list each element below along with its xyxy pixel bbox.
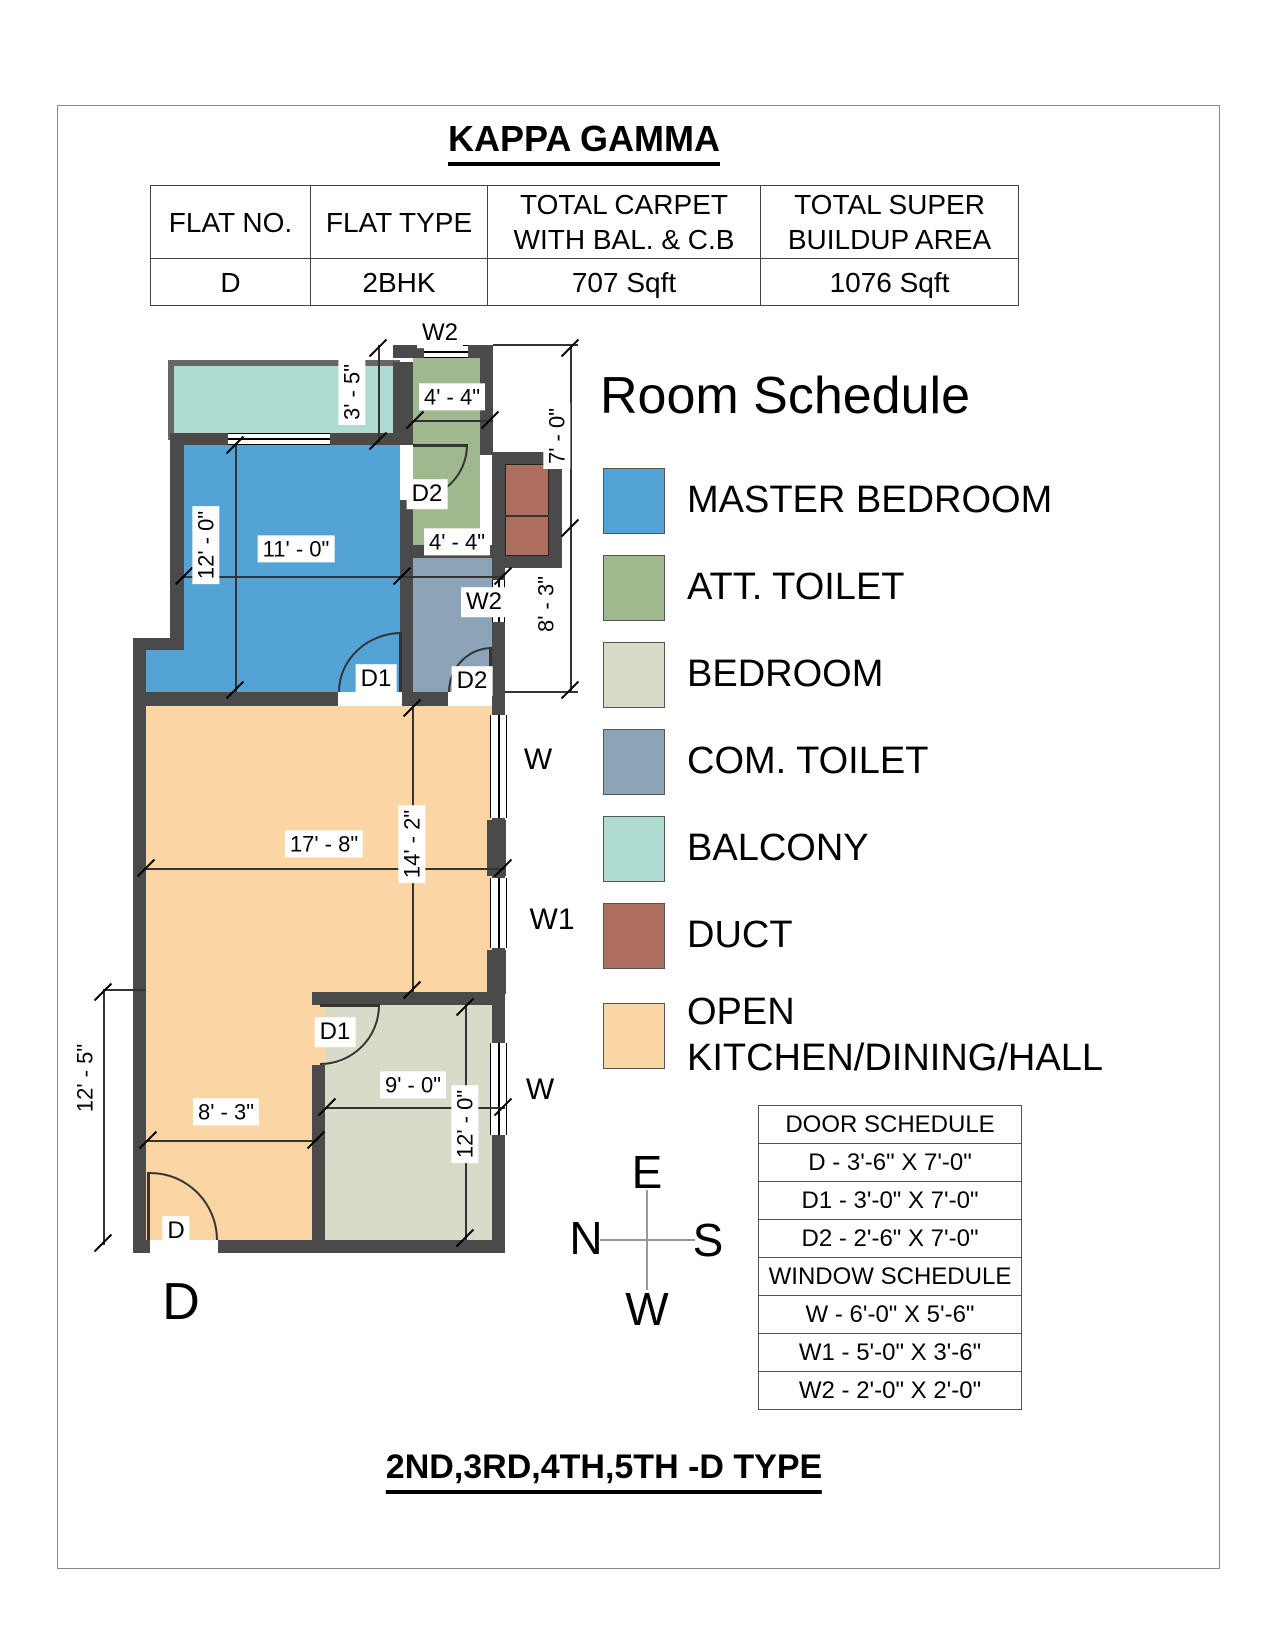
door-window-schedule-table xyxy=(758,1105,1022,1410)
compass-top-letter: E xyxy=(631,1146,663,1198)
legend-color-swatch xyxy=(603,642,665,708)
dim-hall-width: 17' - 8" xyxy=(285,830,363,857)
flat-table-header: FLAT TYPE xyxy=(311,186,488,259)
balcony-slider-window xyxy=(228,433,330,445)
dim-balcony-height: 3' - 5" xyxy=(338,359,365,425)
master-bedroom-room xyxy=(146,650,184,692)
schedule-row: W1 - 5'-0" X 3'-6" xyxy=(759,1333,1021,1371)
window-glass-line xyxy=(424,351,468,353)
legend-color-swatch xyxy=(603,729,665,795)
duct-divider-line xyxy=(505,515,549,517)
tag-door-d1-bedroom: D1 xyxy=(315,1017,356,1047)
dimension-line xyxy=(378,345,380,443)
window-w-hall xyxy=(490,715,507,818)
legend-item xyxy=(603,642,1187,708)
legend-label: DUCT xyxy=(687,914,793,957)
room-schedule-title: Room Schedule xyxy=(600,367,970,425)
door-d2-att-leaf xyxy=(413,444,468,447)
tag-door-d2-com: D2 xyxy=(452,666,493,696)
dimension-line xyxy=(103,989,146,991)
legend-label: MASTER BEDROOM xyxy=(687,479,1053,522)
legend-color-swatch xyxy=(603,555,665,621)
dim-left-height: 12' - 5" xyxy=(71,1039,98,1117)
legend-color-swatch xyxy=(603,816,665,882)
schedule-row: DOOR SCHEDULE xyxy=(785,1110,995,1138)
dimension-line xyxy=(235,443,237,692)
flat-table-header: TOTAL SUPER BUILDUP AREA xyxy=(761,186,1019,259)
dimension-line xyxy=(146,868,505,870)
legend-item xyxy=(603,468,1187,534)
dimension-line xyxy=(146,1140,318,1142)
dim-bedroom-width: 9' - 0" xyxy=(380,1071,446,1098)
sheet-footer: 2ND,3RD,4TH,5TH -D TYPE xyxy=(386,1448,822,1494)
wall-segment xyxy=(312,1065,325,1240)
tag-window-w2-side: W2 xyxy=(461,587,507,617)
door-d-entry-leaf xyxy=(147,1172,150,1240)
window-glass-line xyxy=(498,1043,500,1135)
legend-item xyxy=(603,903,1187,969)
dim-bedroom-height: 12' - 0" xyxy=(451,1085,478,1163)
legend-item xyxy=(603,816,1187,882)
dimension-line xyxy=(570,530,572,692)
legend-color-swatch xyxy=(603,903,665,969)
legend-item xyxy=(603,555,1187,621)
dim-master-width: 11' - 0" xyxy=(258,535,335,562)
wall-segment xyxy=(393,362,413,445)
flat-letter-label: D xyxy=(162,1273,200,1331)
legend-item xyxy=(603,729,1187,795)
compass-bottom-letter: W xyxy=(625,1283,669,1335)
flat-table-cell: D xyxy=(151,259,311,306)
tag-window-w2-top: W2 xyxy=(417,318,463,348)
compass-axis-line xyxy=(646,1190,648,1290)
dim-com-duct-height: 8' - 3" xyxy=(532,571,559,637)
tag-window-w1-hall: W1 xyxy=(529,902,575,936)
compass-left-letter: N xyxy=(569,1212,603,1264)
dim-com-toilet-width: 4' - 4" xyxy=(424,528,490,555)
flat-table-cell: 707 Sqft xyxy=(488,259,761,306)
dim-entry-width: 8' - 3" xyxy=(193,1098,259,1125)
wall-segment xyxy=(133,692,338,706)
wall-segment xyxy=(330,433,400,445)
legend-item xyxy=(603,990,1187,1081)
compass-right-letter: S xyxy=(692,1214,724,1266)
flat-table-header: FLAT NO. xyxy=(151,186,311,259)
tag-window-w-hall: W xyxy=(523,742,553,776)
compass-axis-line xyxy=(600,1239,695,1241)
flat-table-header: TOTAL CARPET WITH BAL. & C.B xyxy=(488,186,761,259)
room-schedule-legend xyxy=(603,468,1187,1102)
schedule-row: D - 3'-6" X 7'-0" xyxy=(759,1143,1021,1181)
wall-segment xyxy=(133,638,146,1253)
schedule-row: WINDOW SCHEDULE xyxy=(759,1257,1021,1295)
wall-pier xyxy=(487,950,506,994)
document-title: KAPPA GAMMA xyxy=(448,118,720,166)
legend-label: ATT. TOILET xyxy=(687,566,905,609)
legend-label: OPEN KITCHEN/DINING/HALL xyxy=(687,991,1103,1079)
wall-segment xyxy=(492,622,505,692)
tag-door-d2-att: D2 xyxy=(407,479,448,509)
window-glass-line xyxy=(498,878,500,948)
dimension-line xyxy=(103,990,105,1245)
schedule-row: W - 6'-0" X 5'-6" xyxy=(759,1295,1021,1333)
window-w-bedroom xyxy=(490,1043,507,1135)
dim-hall-height: 14' - 2" xyxy=(398,805,425,883)
dim-att-duct-height: 7' - 0" xyxy=(543,403,570,469)
window-glass-line xyxy=(498,715,500,818)
schedule-row: D2 - 2'-6" X 7'-0" xyxy=(759,1219,1021,1257)
wall-segment xyxy=(492,692,505,706)
legend-label: BEDROOM xyxy=(687,653,884,696)
wall-segment xyxy=(402,692,448,706)
wall-segment xyxy=(168,360,174,440)
door-d1-master-leaf xyxy=(399,632,402,692)
wall-segment xyxy=(133,1240,150,1253)
schedule-row: D1 - 3'-0" X 7'-0" xyxy=(759,1181,1021,1219)
dimension-line xyxy=(493,344,578,346)
window-glass-line xyxy=(228,438,330,440)
dimension-line xyxy=(184,576,505,578)
legend-color-swatch xyxy=(603,468,665,534)
flat-table-cell: 2BHK xyxy=(311,259,488,306)
dim-master-height: 12' - 0" xyxy=(192,506,219,584)
tag-door-d1-master: D1 xyxy=(356,664,397,694)
legend-color-swatch xyxy=(603,1003,665,1069)
dim-att-toilet-width: 4' - 4" xyxy=(419,383,485,410)
wall-segment xyxy=(170,433,184,650)
tag-window-w-bedroom: W xyxy=(525,1072,555,1106)
dimension-line xyxy=(413,420,493,422)
legend-label: COM. TOILET xyxy=(687,740,929,783)
tag-door-d-entry: D xyxy=(162,1216,189,1246)
legend-label: BALCONY xyxy=(687,827,869,870)
duct-shaft xyxy=(505,464,549,556)
flat-info-table xyxy=(150,185,1019,306)
schedule-row: W2 - 2'-0" X 2'-0" xyxy=(759,1371,1021,1409)
window-w1-hall xyxy=(490,878,507,948)
flat-table-cell: 1076 Sqft xyxy=(761,259,1019,306)
door-d1-bedroom-leaf xyxy=(320,1004,380,1007)
